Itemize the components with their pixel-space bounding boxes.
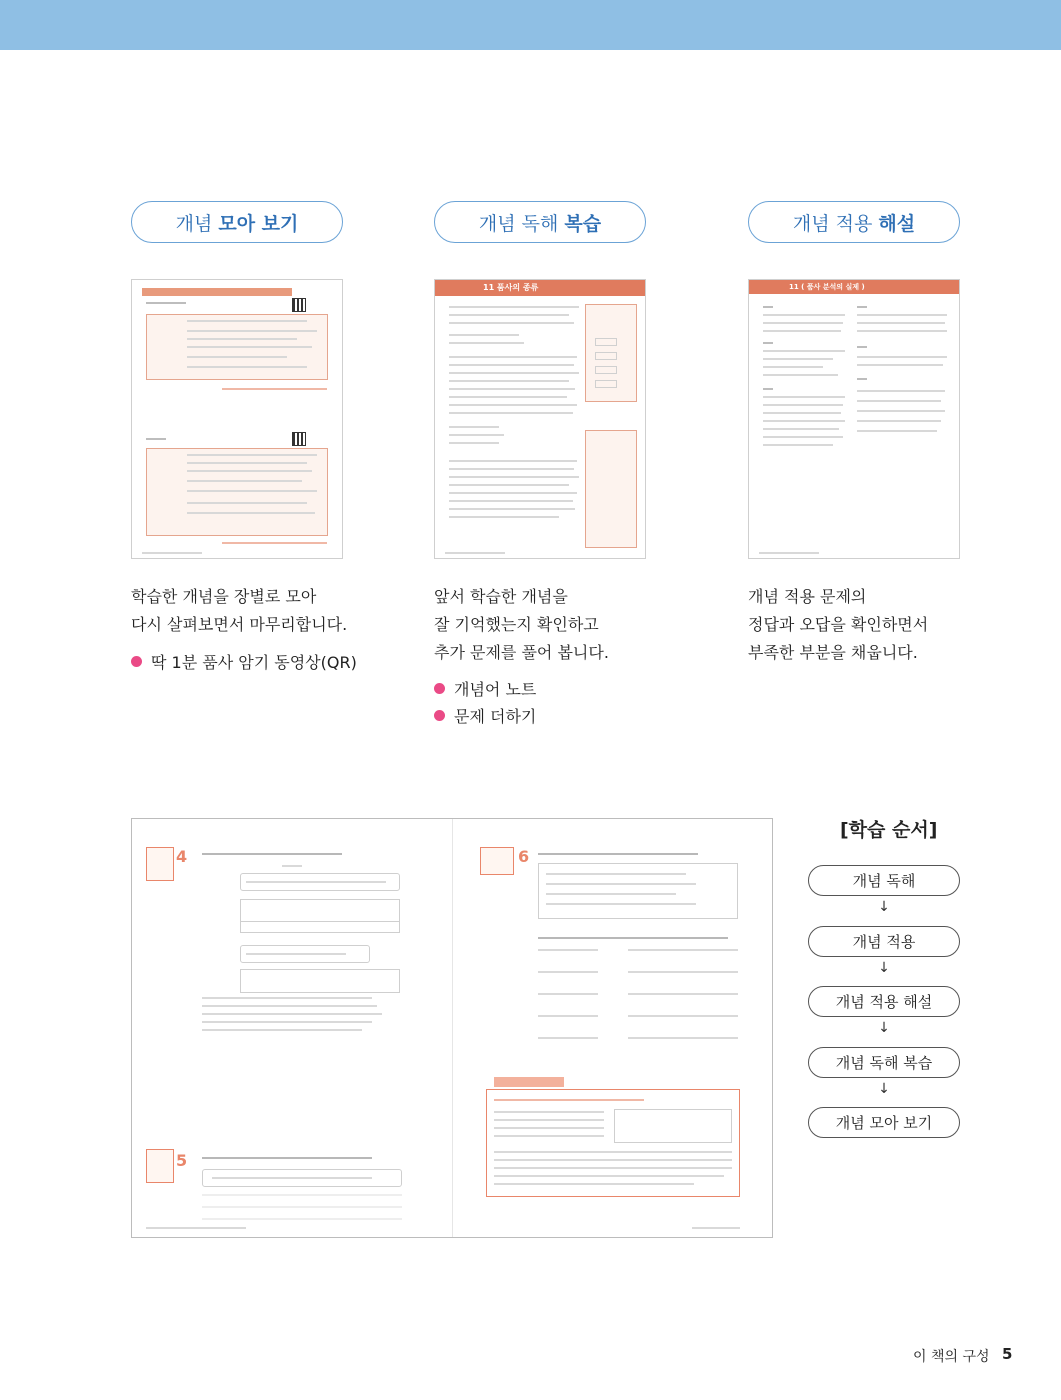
- textbook-spread-preview: [131, 818, 773, 1238]
- order-step: 개념 적용 해설: [808, 986, 960, 1017]
- pill-label-plain: 개념 적용: [792, 212, 873, 235]
- pill-label-bold: 해설: [878, 212, 916, 235]
- desc-line: 앞서 학습한 개념을: [434, 587, 568, 606]
- desc-line: 정답과 오답을 확인하면서: [748, 615, 929, 634]
- bullet-text: 개념어 노트: [454, 680, 537, 699]
- order-step: 개념 모아 보기: [808, 1107, 960, 1138]
- section-pill-summary: [131, 201, 343, 243]
- footer-section-label: 이 책의 구성: [913, 1349, 990, 1365]
- question-number: 5: [176, 1151, 188, 1170]
- bullet-text: 문제 더하기: [454, 707, 537, 726]
- desc-line: 잘 기억했는지 확인하고: [434, 615, 599, 634]
- order-step: 개념 독해: [808, 865, 960, 896]
- top-color-band: [0, 0, 1061, 50]
- learning-order-title: [학습 순서]: [840, 819, 938, 841]
- desc-line: 부족한 부분을 채웁니다.: [748, 643, 918, 662]
- thumbnail-answers-page: [748, 279, 960, 559]
- pill-label-bold: 복습: [564, 212, 602, 235]
- thumb-header-text: 11 ( 품사 분석의 실제 ): [789, 283, 865, 291]
- desc-line: 추가 문제를 풀어 봅니다.: [434, 643, 609, 662]
- bullet-dot-icon: [434, 710, 445, 721]
- pill-label-bold: 모아 보기: [218, 212, 299, 235]
- desc-line: 학습한 개념을 장별로 모아: [131, 587, 317, 606]
- bullet-item: [131, 650, 357, 673]
- bullet-item: [434, 704, 536, 727]
- desc-line: 다시 살펴보면서 마무리합니다.: [131, 615, 348, 634]
- section-desc-review: [434, 583, 609, 667]
- order-step: 개념 적용: [808, 926, 960, 957]
- thumbnail-summary-page: [131, 279, 343, 559]
- down-arrow-icon: ↓: [878, 899, 890, 915]
- thumbnail-review-page: [434, 279, 646, 559]
- bullet-dot-icon: [131, 656, 142, 667]
- section-pill-review: [434, 201, 646, 243]
- down-arrow-icon: ↓: [878, 1081, 890, 1097]
- question-number: 6: [518, 847, 530, 866]
- thumb-header-text: 11 품사의 종류: [483, 283, 539, 292]
- down-arrow-icon: ↓: [878, 1020, 890, 1036]
- question-number: 4: [176, 847, 188, 866]
- bullet-dot-icon: [434, 683, 445, 694]
- pill-label-plain: 개념 독해: [478, 212, 559, 235]
- order-step: 개념 독해 복습: [808, 1047, 960, 1078]
- pill-label-plain: 개념: [175, 212, 213, 235]
- section-desc-summary: [131, 583, 347, 639]
- section-pill-answers: [748, 201, 960, 243]
- bullet-text: 딱 1분 품사 암기 동영상(QR): [151, 653, 357, 672]
- page-number: 5: [1002, 1345, 1013, 1363]
- section-desc-answers: [748, 583, 928, 667]
- desc-line: 개념 적용 문제의: [748, 587, 867, 606]
- bullet-item: [434, 677, 536, 700]
- down-arrow-icon: ↓: [878, 960, 890, 976]
